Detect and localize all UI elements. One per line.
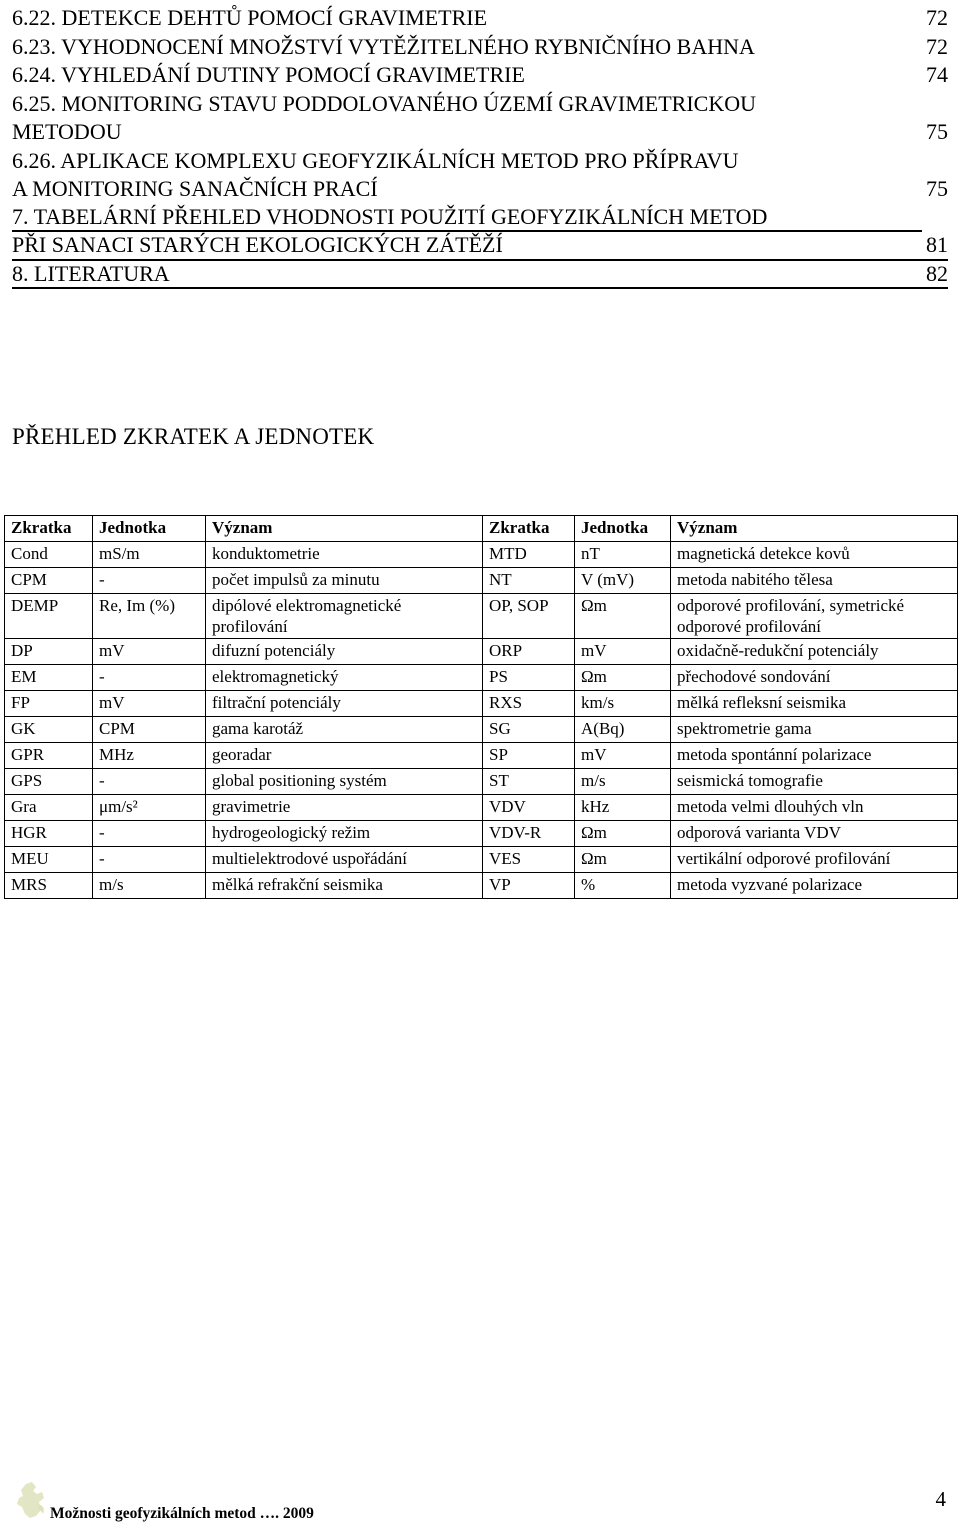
cell-unit: V (mV) bbox=[575, 568, 671, 594]
cell-abbreviation: MEU bbox=[5, 847, 93, 873]
cell-unit: Ωm bbox=[575, 594, 671, 639]
cell-unit: Re, Im (%) bbox=[93, 594, 206, 639]
toc-line bbox=[12, 147, 948, 176]
cell-meaning: odporová varianta VDV bbox=[671, 821, 958, 847]
toc-page: 72 bbox=[926, 33, 948, 59]
toc-title: 6.25. MONITORING STAVU PODDOLOVANÉHO ÚZEMÍ GRAVIMETRICKOU bbox=[12, 90, 757, 116]
table-body bbox=[5, 542, 958, 899]
header-abbreviation: Zkratka bbox=[5, 516, 93, 542]
cell-abbreviation: CPM bbox=[5, 568, 93, 594]
toc-title: 6.24. VYHLEDÁNÍ DUTINY POMOCÍ GRAVIMETRIE bbox=[12, 62, 525, 87]
cell-abbreviation: DEMP bbox=[5, 594, 93, 639]
cell-unit: % bbox=[575, 873, 671, 899]
toc-page bbox=[918, 90, 948, 119]
header-meaning: Význam bbox=[206, 516, 483, 542]
cell-abbreviation: MRS bbox=[5, 873, 93, 899]
cell-unit: kHz bbox=[575, 795, 671, 821]
cell-meaning: difuzní potenciály bbox=[206, 639, 483, 665]
cell-meaning: elektromagnetický bbox=[206, 665, 483, 691]
cell-meaning: filtrační potenciály bbox=[206, 691, 483, 717]
toc-page bbox=[918, 147, 948, 176]
toc-entry-section[interactable] bbox=[12, 204, 948, 261]
toc-line bbox=[12, 118, 948, 147]
table-row bbox=[5, 847, 958, 873]
cell-abbreviation: RXS bbox=[483, 691, 575, 717]
abbreviations-table bbox=[4, 515, 958, 899]
table-row bbox=[5, 665, 958, 691]
cell-abbreviation: OP, SOP bbox=[483, 594, 575, 639]
toc-entry-section[interactable] bbox=[12, 261, 948, 290]
table-row bbox=[5, 639, 958, 665]
cell-unit: μm/s² bbox=[93, 795, 206, 821]
page-number: 4 bbox=[935, 1487, 946, 1511]
cell-abbreviation: EM bbox=[5, 665, 93, 691]
toc-entry[interactable] bbox=[12, 90, 948, 147]
cell-meaning: multielektrodové uspořádání bbox=[206, 847, 483, 873]
cell-meaning: odporové profilování, symetrické odporové profilování bbox=[671, 594, 958, 639]
table-row bbox=[5, 873, 958, 899]
cell-abbreviation: ST bbox=[483, 769, 575, 795]
cell-unit: mV bbox=[93, 691, 206, 717]
toc-entry[interactable] bbox=[12, 4, 948, 33]
cell-unit: Ωm bbox=[575, 821, 671, 847]
cell-unit: - bbox=[93, 847, 206, 873]
cell-meaning: konduktometrie bbox=[206, 542, 483, 568]
cell-abbreviation: GK bbox=[5, 717, 93, 743]
cell-meaning: metoda vyzvané polarizace bbox=[671, 873, 958, 899]
header-meaning: Význam bbox=[671, 516, 958, 542]
cell-unit: Ωm bbox=[575, 847, 671, 873]
cell-abbreviation: VES bbox=[483, 847, 575, 873]
toc-title: 6.22. DETEKCE DEHTŮ POMOCÍ GRAVIMETRIE bbox=[12, 5, 488, 30]
cell-unit: mV bbox=[575, 639, 671, 665]
cell-unit: CPM bbox=[93, 717, 206, 743]
toc-title: 7. TABELÁRNÍ PŘEHLED VHODNOSTI POUŽITÍ GEOFYZIKÁLNÍCH METOD bbox=[12, 203, 768, 229]
cell-meaning: magnetická detekce kovů bbox=[671, 542, 958, 568]
header-abbreviation: Zkratka bbox=[483, 516, 575, 542]
cell-abbreviation: SP bbox=[483, 743, 575, 769]
header-unit: Jednotka bbox=[575, 516, 671, 542]
toc-title: 6.26. APLIKACE KOMPLEXU GEOFYZIKÁLNÍCH METOD PRO PŘÍPRAVU bbox=[12, 147, 739, 173]
toc-title: METODOU bbox=[12, 119, 122, 144]
toc-title: 6.23. VYHODNOCENÍ MNOŽSTVÍ VYTĚŽITELNÉHO RYBNIČNÍHO BAHNA bbox=[12, 33, 755, 59]
lion-emblem-shape bbox=[17, 1482, 44, 1518]
lion-emblem-icon bbox=[12, 1480, 48, 1520]
toc-entry[interactable] bbox=[12, 147, 948, 204]
table-row bbox=[5, 568, 958, 594]
cell-abbreviation: Gra bbox=[5, 795, 93, 821]
cell-unit: km/s bbox=[575, 691, 671, 717]
toc-page: 82 bbox=[926, 260, 948, 286]
cell-abbreviation: VDV-R bbox=[483, 821, 575, 847]
cell-unit: nT bbox=[575, 542, 671, 568]
cell-meaning: vertikální odporové profilování bbox=[671, 847, 958, 873]
cell-meaning: spektrometrie gama bbox=[671, 717, 958, 743]
cell-unit: mV bbox=[575, 743, 671, 769]
footer-text: Možnosti geofyzikálních metod …. 2009 bbox=[50, 1505, 314, 1522]
table-row bbox=[5, 542, 958, 568]
header-unit: Jednotka bbox=[93, 516, 206, 542]
cell-unit: - bbox=[93, 769, 206, 795]
toc-page: 74 bbox=[926, 62, 948, 87]
table-row bbox=[5, 691, 958, 717]
cell-abbreviation: PS bbox=[483, 665, 575, 691]
table-header-row bbox=[5, 516, 958, 542]
toc-page: 72 bbox=[926, 5, 948, 30]
cell-abbreviation: VP bbox=[483, 873, 575, 899]
toc-title: A MONITORING SANAČNÍCH PRACÍ bbox=[12, 176, 378, 201]
toc-line bbox=[12, 175, 948, 204]
cell-unit: m/s bbox=[93, 873, 206, 899]
cell-meaning: metoda velmi dlouhých vln bbox=[671, 795, 958, 821]
cell-unit: mS/m bbox=[93, 542, 206, 568]
table-row bbox=[5, 769, 958, 795]
cell-meaning: hydrogeologický režim bbox=[206, 821, 483, 847]
cell-unit: MHz bbox=[93, 743, 206, 769]
toc-line bbox=[12, 90, 948, 119]
table-of-contents bbox=[12, 4, 948, 289]
toc-page: 75 bbox=[926, 176, 948, 201]
cell-abbreviation: VDV bbox=[483, 795, 575, 821]
toc-title: PŘI SANACI STARÝCH EKOLOGICKÝCH ZÁTĚŽÍ bbox=[12, 232, 503, 257]
cell-meaning: přechodové sondování bbox=[671, 665, 958, 691]
cell-abbreviation: MTD bbox=[483, 542, 575, 568]
cell-meaning: metoda spontánní polarizace bbox=[671, 743, 958, 769]
cell-meaning: georadar bbox=[206, 743, 483, 769]
cell-abbreviation: SG bbox=[483, 717, 575, 743]
cell-unit: - bbox=[93, 665, 206, 691]
cell-meaning: gama karotáž bbox=[206, 717, 483, 743]
cell-meaning: metoda nabitého tělesa bbox=[671, 568, 958, 594]
cell-abbreviation: NT bbox=[483, 568, 575, 594]
cell-meaning: mělká refleksní seismika bbox=[671, 691, 958, 717]
cell-abbreviation: DP bbox=[5, 639, 93, 665]
toc-line bbox=[12, 261, 948, 290]
toc-title: 8. LITERATURA bbox=[12, 260, 170, 286]
cell-meaning: seismická tomografie bbox=[671, 769, 958, 795]
cell-unit: - bbox=[93, 821, 206, 847]
toc-page: 81 bbox=[926, 232, 948, 257]
toc-line bbox=[12, 33, 948, 62]
cell-abbreviation: FP bbox=[5, 691, 93, 717]
cell-unit: mV bbox=[93, 639, 206, 665]
table-row bbox=[5, 717, 958, 743]
toc-page: 75 bbox=[926, 119, 948, 144]
toc-line bbox=[12, 4, 948, 33]
cell-abbreviation: ORP bbox=[483, 639, 575, 665]
table-row bbox=[5, 795, 958, 821]
toc-line bbox=[12, 232, 948, 261]
cell-unit: A(Bq) bbox=[575, 717, 671, 743]
table-row bbox=[5, 821, 958, 847]
cell-meaning: mělká refrakční seismika bbox=[206, 873, 483, 899]
cell-abbreviation: GPR bbox=[5, 743, 93, 769]
cell-unit: - bbox=[93, 568, 206, 594]
cell-meaning: dipólové elektromagnetické profilování bbox=[206, 594, 483, 639]
toc-entry[interactable] bbox=[12, 61, 948, 90]
cell-meaning: oxidačně-redukční potenciály bbox=[671, 639, 958, 665]
toc-entry[interactable] bbox=[12, 33, 948, 62]
cell-unit: m/s bbox=[575, 769, 671, 795]
toc-line bbox=[12, 204, 922, 233]
toc-page bbox=[892, 204, 922, 231]
table-row bbox=[5, 594, 958, 639]
cell-abbreviation: HGR bbox=[5, 821, 93, 847]
cell-meaning: global positioning systém bbox=[206, 769, 483, 795]
cell-unit: Ωm bbox=[575, 665, 671, 691]
abbreviations-heading: PŘEHLED ZKRATEK A JEDNOTEK bbox=[12, 424, 375, 449]
cell-meaning: počet impulsů za minutu bbox=[206, 568, 483, 594]
toc-line bbox=[12, 61, 948, 90]
table-row bbox=[5, 743, 958, 769]
cell-abbreviation: Cond bbox=[5, 542, 93, 568]
cell-meaning: gravimetrie bbox=[206, 795, 483, 821]
cell-abbreviation: GPS bbox=[5, 769, 93, 795]
